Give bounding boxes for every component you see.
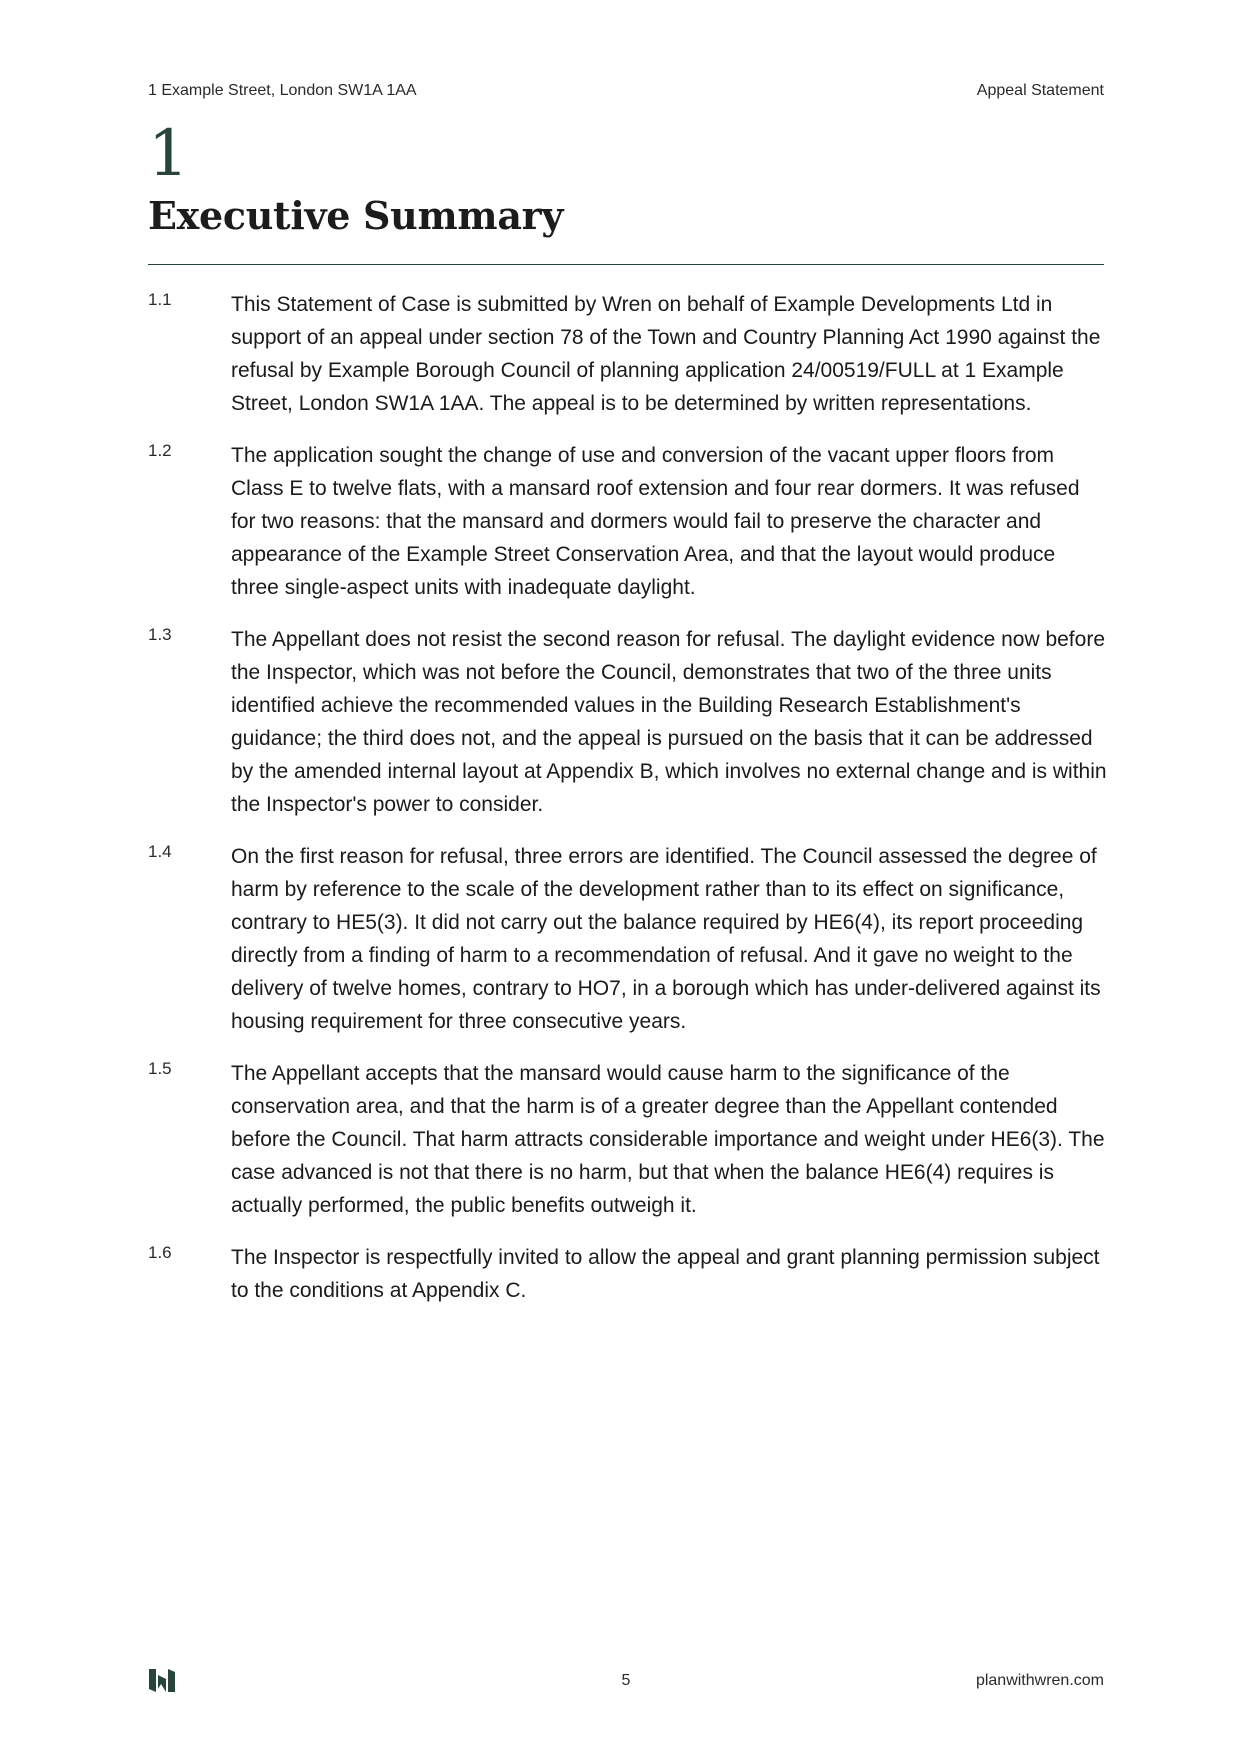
paragraph bbox=[148, 623, 1108, 821]
paragraph-number: 1.5 bbox=[148, 1059, 172, 1078]
paragraph bbox=[148, 288, 1108, 420]
paragraph-number: 1.4 bbox=[148, 842, 172, 861]
chapter-title: Executive Summary bbox=[148, 193, 564, 238]
chapter-number: 1 bbox=[148, 117, 189, 191]
page-header bbox=[148, 82, 1104, 106]
paragraph bbox=[148, 439, 1108, 604]
paragraph-text: On the first reason for refusal, three errors are identified. The Council assessed the degree of harm by reference to the scale of the development rather than to its effect on significance, contrary to HE5(3). It did not carry out the balance required by HE6(4), its report proceeding directly from a finding of harm to a recommendation of refusal. And it gave no weight to the delivery of twelve homes, contrary to HO7, in a borough which has under-delivered against its housing requirement for three consecutive years. bbox=[231, 845, 1101, 1033]
page-footer bbox=[148, 1666, 1104, 1698]
paragraph-number: 1.6 bbox=[148, 1243, 172, 1262]
paragraph bbox=[148, 840, 1108, 1038]
website-url: planwithwren.com bbox=[975, 1672, 1104, 1689]
paragraph-text: The Inspector is respectfully invited to allow the appeal and grant planning permission subject to the conditions at Appendix C. bbox=[231, 1246, 1100, 1302]
paragraph-text: This Statement of Case is submitted by Wren on behalf of Example Developments Ltd in support of an appeal under section 78 of the Town and Country Planning Act 1990 against the refusal by Example Borough Council of planning application 24/00519/FULL at 1 Example Street, London SW1A 1AA. The appeal is to be determined by written representations. bbox=[231, 293, 1101, 415]
paragraph-number: 1.2 bbox=[148, 441, 172, 460]
paragraph bbox=[148, 1057, 1108, 1222]
title-divider bbox=[148, 264, 1104, 265]
paragraph-list bbox=[148, 288, 1108, 1326]
paragraph-text: The Appellant accepts that the mansard would cause harm to the significance of the conservation area, and that the harm is of a greater degree than the Appellant contended before the Council. That harm attracts considerable importance and weight under HE6(3). The case advanced is not that there is no harm, but that when the balance HE6(4) requires is actually performed, the public benefits outweigh it. bbox=[231, 1062, 1105, 1217]
paragraph-number: 1.3 bbox=[148, 625, 172, 644]
header-document-type: Appeal Statement bbox=[976, 82, 1104, 99]
page-number: 5 bbox=[621, 1672, 631, 1689]
paragraph-text: The Appellant does not resist the second reason for refusal. The daylight evidence now before the Inspector, which was not before the Council, demonstrates that two of the three units identified achieve the recommended values in the Building Research Establishment's guidance; the third does not, and the appeal is pursued on the basis that it can be addressed by the amended internal layout at Appendix B, which involves no external change and is within the Inspector's power to consider. bbox=[231, 628, 1107, 816]
header-address: 1 Example Street, London SW1A 1AA bbox=[148, 82, 417, 99]
paragraph-number: 1.1 bbox=[148, 290, 172, 309]
paragraph-text: The application sought the change of use and conversion of the vacant upper floors from Class E to twelve flats, with a mansard roof extension and four rear dormers. It was refused for two reasons: that the mansard and dormers would fail to preserve the character and appearance of the Example Street Conservation Area, and that the layout would produce three single-aspect units with inadequate daylight. bbox=[231, 444, 1080, 599]
paragraph bbox=[148, 1241, 1108, 1307]
